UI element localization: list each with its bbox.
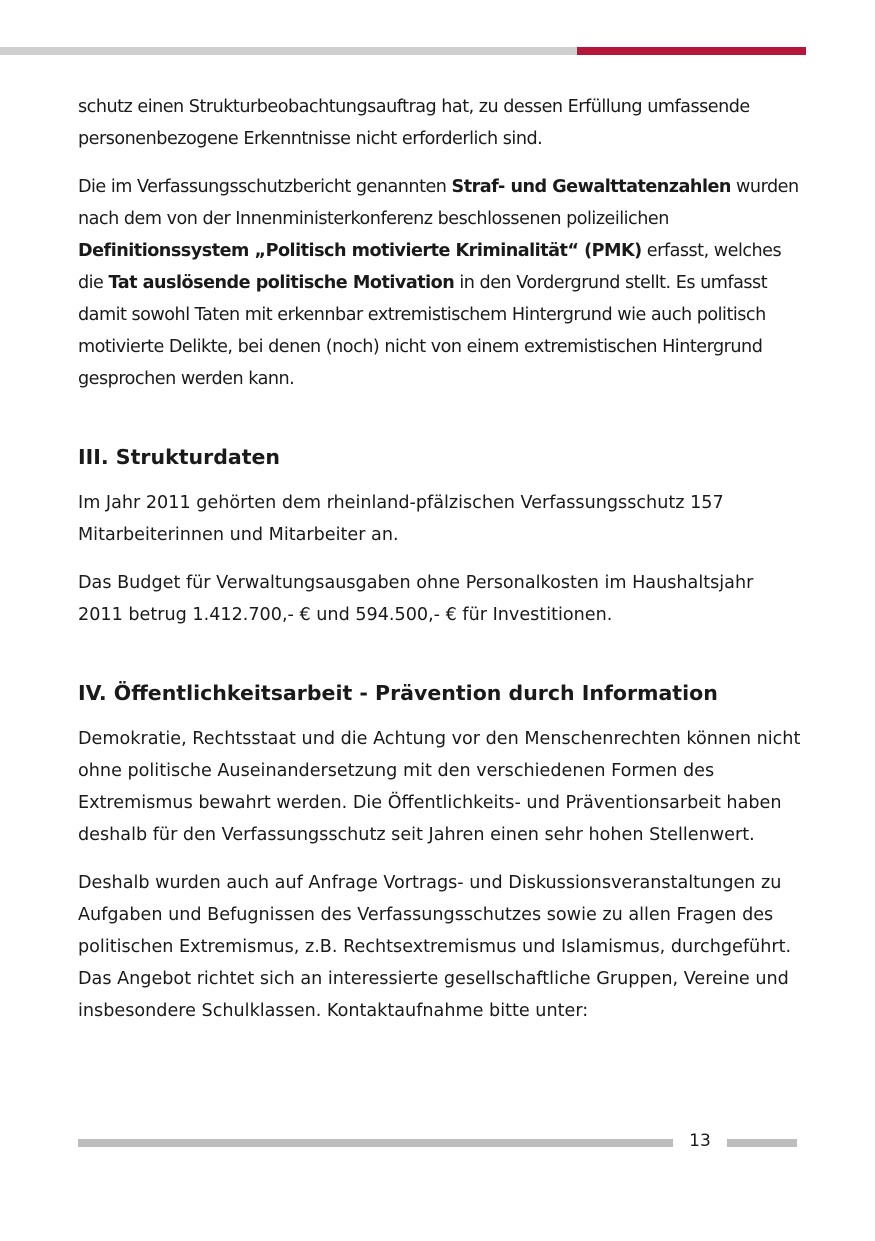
header-rule bbox=[0, 47, 577, 55]
paragraph-pmk-text-3: erfasst, welches die bbox=[78, 241, 782, 293]
paragraph-pmk bbox=[78, 171, 803, 395]
bold-straf-gewalttatenzahlen: Straf- und Gewalttatenzahlen bbox=[451, 177, 731, 197]
header-accent-rule bbox=[577, 47, 806, 55]
paragraph-budget: Das Budget für Verwaltungsausgaben ohne Personalkosten im Haushaltsjahr 2011 betrug 1.412.700,- € und 594.500,- € für Investitionen. bbox=[78, 573, 754, 625]
page-number: 13 bbox=[689, 1131, 711, 1151]
paragraph-pmk-text-1: Die im Verfassungsschutzbericht genannten bbox=[78, 177, 452, 197]
bold-definitionssystem-pmk: Definitionssystem „Politisch motivierte Kriminalität“ (PMK) bbox=[78, 241, 642, 261]
page-content bbox=[78, 91, 803, 1043]
footer-rule-right bbox=[727, 1139, 797, 1147]
paragraph-pmk-text-4: in den Vordergrund stellt. Es umfasst damit sowohl Taten mit erkennbar extremistischem Hintergrund wie auch politisch motivierte Delikte, bei denen (noch) nicht von einem extremistischen Hintergrund gesprochen werden kann. bbox=[78, 273, 768, 389]
paragraph-vortragsveranstaltungen: Deshalb wurden auch auf Anfrage Vortrags- und Diskussionsveranstaltungen zu Aufgaben und Befugnissen des Verfassungsschutzes sowie zu allen Fragen des politischen Extremismus, z.B. Rechtsextremismus und Islamismus, durchgeführt. Das Angebot richtet sich an interessierte gesellschaftliche Gruppen, Vereine und insbesondere Schulklassen. Kontaktaufnahme bitte unter: bbox=[78, 873, 792, 1021]
heading-oeffentlichkeitsarbeit: IV. Öffentlichkeitsarbeit - Prävention durch Information bbox=[78, 681, 718, 705]
paragraph-strukturbeobachtung: schutz einen Strukturbeobachtungsauftrag hat, zu dessen Erfüllung umfassende personenbezogene Erkenntnisse nicht erforderlich sind. bbox=[78, 97, 750, 149]
footer-rule-left bbox=[78, 1139, 673, 1147]
heading-strukturdaten: III. Strukturdaten bbox=[78, 445, 281, 469]
paragraph-demokratie: Demokratie, Rechtsstaat und die Achtung vor den Menschenrechten können nicht ohne politische Auseinandersetzung mit den verschiedenen Formen des Extremismus bewahrt werden. Die Öffentlichkeits- und Präventionsarbeit haben deshalb für den Verfassungsschutz seit Jahren einen sehr hohen Stellenwert. bbox=[78, 729, 801, 845]
paragraph-mitarbeiter: Im Jahr 2011 gehörten dem rheinland-pfälzischen Verfassungsschutz 157 Mitarbeiterinnen und Mitarbeiter an. bbox=[78, 493, 724, 545]
paragraph-pmk-text-2: wurden nach dem von der Innenministerkonferenz beschlossenen polizeilichen bbox=[78, 177, 799, 229]
bold-tat-ausloesende-motivation: Tat auslösende politische Motivation bbox=[108, 273, 455, 293]
